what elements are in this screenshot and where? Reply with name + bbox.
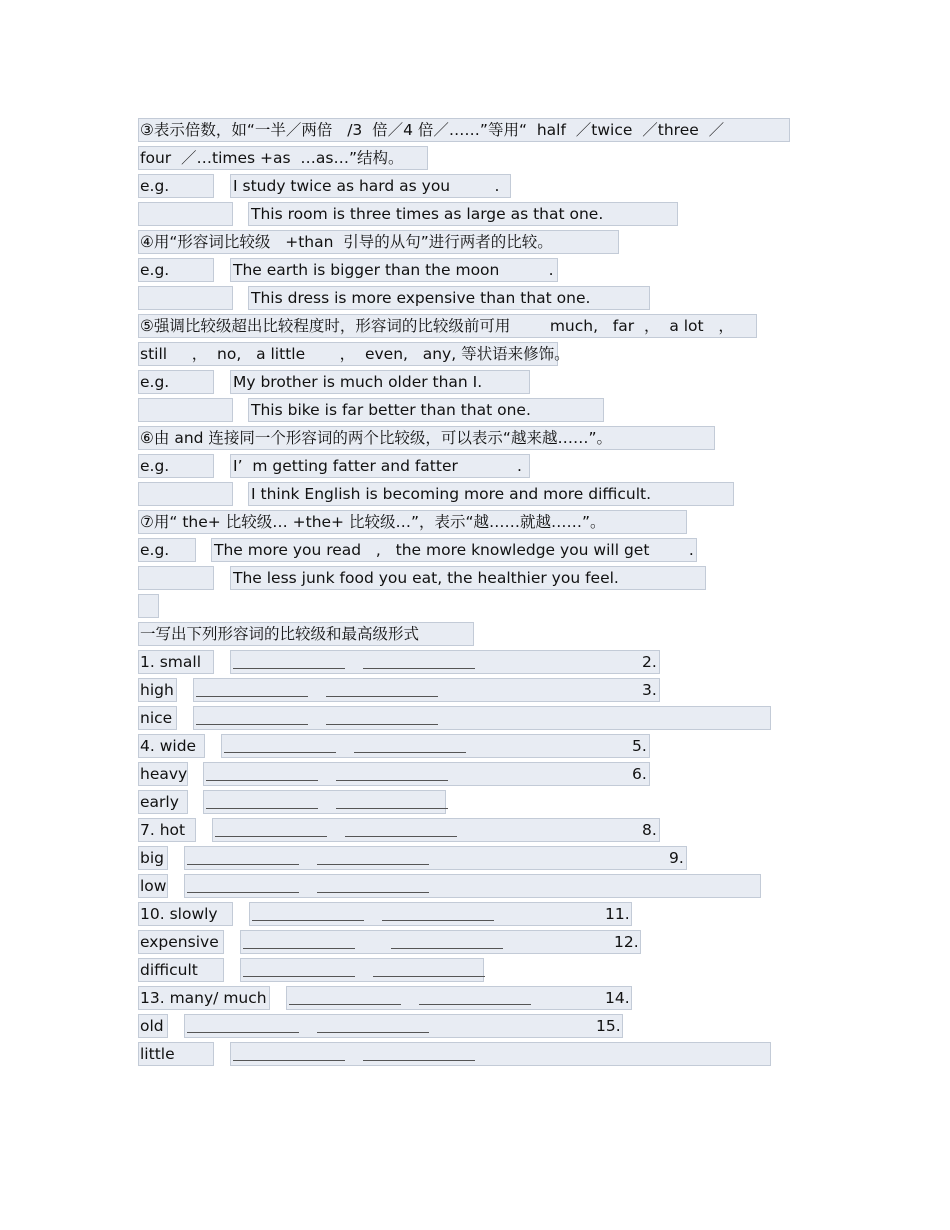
answer-blanks[interactable] xyxy=(187,1014,429,1038)
item-number: 3. xyxy=(642,681,657,699)
exercise-line xyxy=(0,930,950,954)
empty-field xyxy=(138,594,159,618)
answer-blanks[interactable] xyxy=(252,902,494,926)
exercise-word: heavy xyxy=(140,765,188,783)
item-number: 6. xyxy=(632,765,647,783)
item-number: 15. xyxy=(596,1017,621,1035)
exercise-line xyxy=(0,986,950,1010)
example-row xyxy=(0,482,950,506)
exercise-word: 10. slowly xyxy=(140,905,218,923)
exercise-heading: 一写出下列形容词的比较级和最高级形式 xyxy=(140,625,420,643)
rule-3-line-1 xyxy=(0,118,950,142)
exercise-line xyxy=(0,790,950,814)
exercise-line xyxy=(0,958,950,982)
example-row xyxy=(0,538,950,562)
superlative-blank[interactable] xyxy=(419,989,531,1005)
superlative-blank[interactable] xyxy=(317,877,429,893)
comparative-blank[interactable] xyxy=(243,933,355,949)
example-sentence: I study twice as hard as you . xyxy=(233,177,500,195)
rule-text: ⑥由 and 连接同一个形容词的两个比较级，可以表示“越来越……”。 xyxy=(140,429,612,447)
eg-label: e.g. xyxy=(140,261,170,279)
example-row xyxy=(0,174,950,198)
answer-blanks[interactable] xyxy=(187,874,429,898)
rule-text: ③表示倍数，如“一半／两倍 /3 倍／4 倍／……”等用“ half ／twice ／three ／ xyxy=(140,121,725,139)
superlative-blank[interactable] xyxy=(336,765,448,781)
example-sentence: The more you read , the more knowledge you will get . xyxy=(214,541,694,559)
exercise-word: 7. hot xyxy=(140,821,186,839)
example-row xyxy=(0,454,950,478)
rule-5-line-2 xyxy=(0,342,950,366)
exercise-heading-row xyxy=(0,622,950,646)
answer-blanks[interactable] xyxy=(206,762,448,786)
item-number: 9. xyxy=(669,849,684,867)
exercise-word: early xyxy=(140,793,179,811)
item-number: 14. xyxy=(605,989,630,1007)
superlative-blank[interactable] xyxy=(345,821,457,837)
answer-blanks[interactable] xyxy=(233,1042,475,1066)
item-number: 2. xyxy=(642,653,657,671)
exercise-line xyxy=(0,902,950,926)
exercise-word: little xyxy=(140,1045,175,1063)
exercise-word: old xyxy=(140,1017,164,1035)
comparative-blank[interactable] xyxy=(196,681,308,697)
exercise-word: low xyxy=(140,877,167,895)
rule-7-line-1 xyxy=(0,510,950,534)
exercise-word: expensive xyxy=(140,933,219,951)
comparative-blank[interactable] xyxy=(233,1045,345,1061)
comparative-blank[interactable] xyxy=(252,905,364,921)
answer-blanks[interactable] xyxy=(187,846,429,870)
example-row xyxy=(0,286,950,310)
exercise-line xyxy=(0,1014,950,1038)
rule-5-line-1 xyxy=(0,314,950,338)
example-row xyxy=(0,258,950,282)
example-row xyxy=(0,202,950,226)
superlative-blank[interactable] xyxy=(391,933,503,949)
exercise-line xyxy=(0,874,950,898)
example-sentence: I think English is becoming more and more difficult. xyxy=(251,485,652,503)
item-number: 8. xyxy=(642,821,657,839)
comparative-blank[interactable] xyxy=(206,765,318,781)
comparative-blank[interactable] xyxy=(196,709,308,725)
example-sentence: I’ m getting fatter and fatter . xyxy=(233,457,522,475)
example-sentence: The less junk food you eat, the healthier you feel. xyxy=(233,569,619,587)
item-number: 5. xyxy=(632,737,647,755)
answer-blanks[interactable] xyxy=(233,650,475,674)
exercise-line xyxy=(0,678,950,702)
rule-3-line-2 xyxy=(0,146,950,170)
comparative-blank[interactable] xyxy=(224,737,336,753)
exercise-word: nice xyxy=(140,709,173,727)
exercise-line xyxy=(0,762,950,786)
exercise-word: difficult xyxy=(140,961,198,979)
comparative-blank[interactable] xyxy=(243,961,355,977)
exercise-line xyxy=(0,1042,950,1066)
eg-label: e.g. xyxy=(140,457,170,475)
example-row xyxy=(0,398,950,422)
rule-text: four ／…times +as …as…”结构。 xyxy=(140,149,404,167)
example-row xyxy=(0,370,950,394)
comparative-blank[interactable] xyxy=(187,877,299,893)
rule-6-line-1 xyxy=(0,426,950,450)
example-row xyxy=(0,566,950,590)
comparative-blank[interactable] xyxy=(233,653,345,669)
answer-blanks[interactable] xyxy=(196,678,438,702)
example-sentence: The earth is bigger than the moon . xyxy=(233,261,554,279)
exercise-word: 1. small xyxy=(140,653,202,671)
answer-blanks[interactable] xyxy=(206,790,448,814)
rule-text: ④用“形容词比较级 +than 引导的从句”进行两者的比较。 xyxy=(140,233,553,251)
answer-blanks[interactable] xyxy=(224,734,466,758)
superlative-blank[interactable] xyxy=(326,709,438,725)
exercise-line xyxy=(0,846,950,870)
superlative-blank[interactable] xyxy=(317,849,429,865)
example-sentence: My brother is much older than I. xyxy=(233,373,483,391)
exercise-line xyxy=(0,650,950,674)
superlative-blank[interactable] xyxy=(354,737,466,753)
superlative-blank[interactable] xyxy=(382,905,494,921)
answer-blanks[interactable] xyxy=(215,818,457,842)
exercise-word: high xyxy=(140,681,174,699)
rule-text: still ， no, a little ， even, any, 等状语来修饰。 xyxy=(140,345,570,363)
answer-blanks[interactable] xyxy=(196,706,438,730)
exercise-word: big xyxy=(140,849,164,867)
item-number: 11. xyxy=(605,905,630,923)
superlative-blank[interactable] xyxy=(336,793,448,809)
superlative-blank[interactable] xyxy=(363,1045,475,1061)
eg-label: e.g. xyxy=(140,177,170,195)
superlative-blank[interactable] xyxy=(317,1017,429,1033)
comparative-blank[interactable] xyxy=(187,1017,299,1033)
comparative-blank[interactable] xyxy=(289,989,401,1005)
rule-text: ⑤强调比较级超出比较程度时，形容词的比较级前可用 much, far ， a lot ， xyxy=(140,317,734,335)
eg-label: e.g. xyxy=(140,373,170,391)
rule-4-line-1 xyxy=(0,230,950,254)
rule-text: ⑦用“ the+ 比较级… +the+ 比较级…”，表示“越……就越……”。 xyxy=(140,513,606,531)
answer-blanks[interactable] xyxy=(289,986,531,1010)
example-sentence: This bike is far better than that one. xyxy=(251,401,531,419)
exercise-word: 13. many/ much xyxy=(140,989,267,1007)
superlative-blank[interactable] xyxy=(373,961,485,977)
exercise-line xyxy=(0,706,950,730)
superlative-blank[interactable] xyxy=(326,681,438,697)
superlative-blank[interactable] xyxy=(363,653,475,669)
answer-blanks[interactable] xyxy=(243,930,503,954)
exercise-word: 4. wide xyxy=(140,737,197,755)
exercise-line xyxy=(0,734,950,758)
exercise-line xyxy=(0,818,950,842)
example-sentence: This dress is more expensive than that one. xyxy=(251,289,591,307)
example-sentence: This room is three times as large as that one. xyxy=(251,205,604,223)
answer-blanks[interactable] xyxy=(243,958,485,982)
item-number: 12. xyxy=(614,933,639,951)
spacer-row xyxy=(0,594,950,618)
comparative-blank[interactable] xyxy=(206,793,318,809)
comparative-blank[interactable] xyxy=(215,821,327,837)
comparative-blank[interactable] xyxy=(187,849,299,865)
eg-label: e.g. xyxy=(140,541,170,559)
